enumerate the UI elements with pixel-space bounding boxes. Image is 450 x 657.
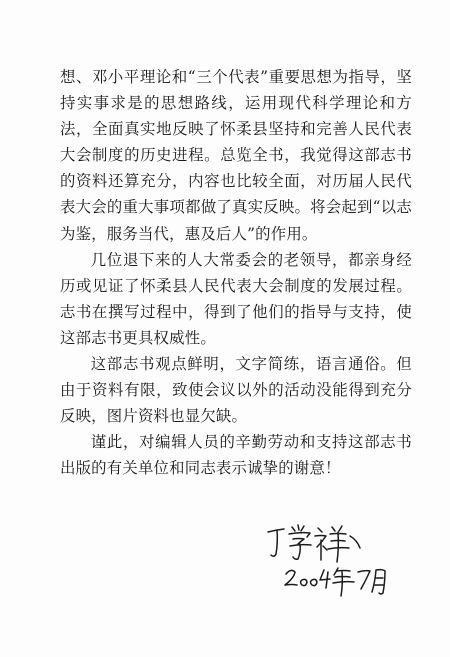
document-body xyxy=(60,64,412,482)
paragraph-2: 几位退下来的人大常委会的老领导，都亲身经历或见证了怀柔县人民代表大会制度的发展过程。志书在撰写过程中，得到了他们的指导与支持，使这部志书更具权威性。 xyxy=(60,250,412,347)
handwritten-signature xyxy=(262,522,402,606)
paragraph-3: 这部志书观点鲜明，文字简练，语言通俗。但由于资料有限，致使会议以外的活动没能得到充分反映，图片资料也显欠缺。 xyxy=(60,355,412,426)
signature-drawing xyxy=(262,522,402,606)
paragraph-4: 谨此，对编辑人员的辛勤劳动和支持这部志书出版的有关单位和同志表示诚挚的谢意！ xyxy=(60,433,412,478)
paragraph-1: 想、邓小平理论和“三个代表”重要思想为指导，坚持实事求是的思想路线，运用现代科学理论和方法，全面真实地反映了怀柔县坚持和完善人民代表大会制度的历史进程。总览全书，我觉得这部志书的资料还算充分，内容也比较全面，对历届人民代表大会的重大事项都做了真实反映。将会起到“以志为鉴，服务当代，惠及后人”的作用。 xyxy=(60,68,412,243)
